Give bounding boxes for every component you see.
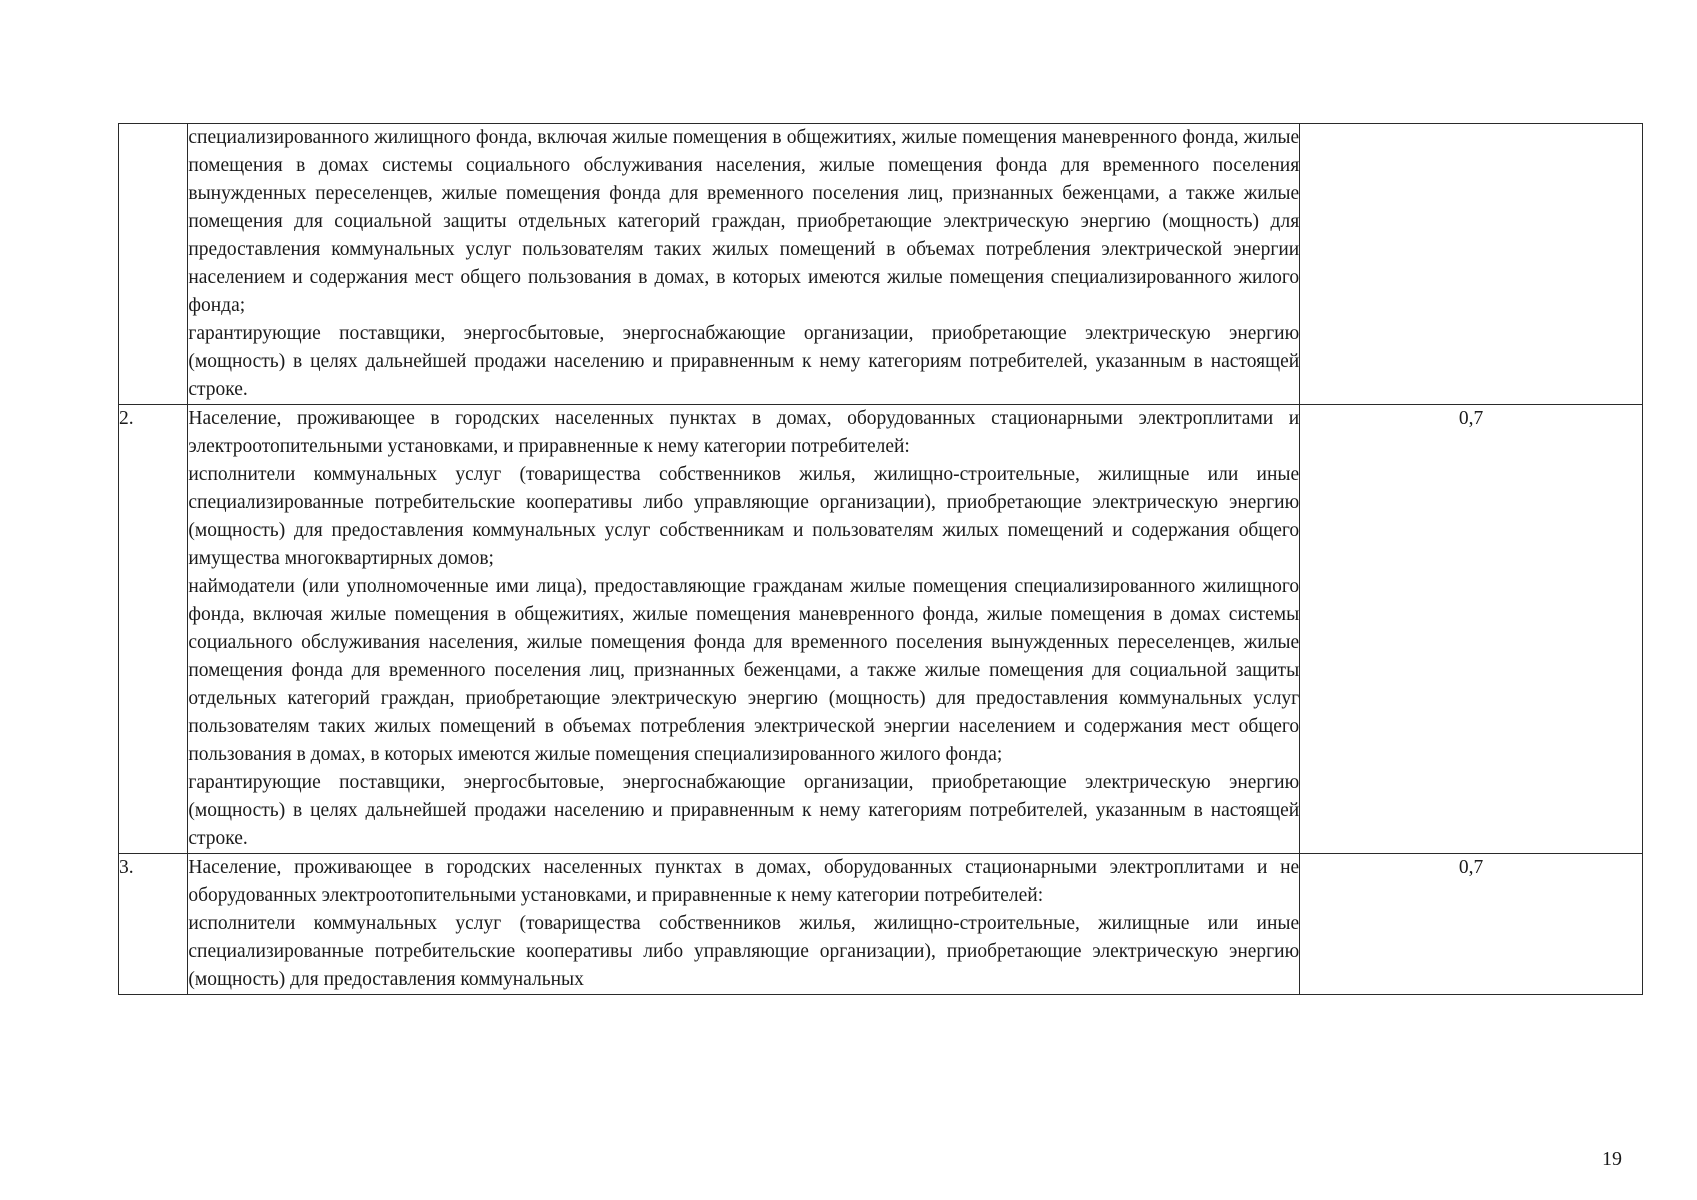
- consumer-category-cell: [188, 405, 1300, 854]
- category-paragraph: исполнители коммунальных услуг (товарищества собственников жилья, жилищно-строительные, жилищные или иные специализированные потребительские кооперативы либо управляющие организации), приобретающие электрическую энергию (мощность) для предоставления коммунальных услуг собственникам и пользователям жилых помещений и содержания общего имущества многоквартирных домов;: [188, 464, 1300, 569]
- category-paragraph: гарантирующие поставщики, энергосбытовые, энергоснабжающие организации, приобретающие электрическую энергию (мощность) в целях дальнейшей продажи населению и приравненным к нему категориям потребителей, указанным в настоящей строке.: [188, 323, 1300, 400]
- coefficient-value-cell: [1300, 124, 1643, 405]
- row-number-cell: 3.: [119, 854, 188, 995]
- table-row: [119, 124, 1643, 405]
- consumer-category-cell: [188, 854, 1300, 995]
- table-row: [119, 854, 1643, 995]
- page-number: 19: [1602, 1148, 1622, 1170]
- category-paragraph: гарантирующие поставщики, энергосбытовые, энергоснабжающие организации, приобретающие электрическую энергию (мощность) в целях дальнейшей продажи населению и приравненным к нему категориям потребителей, указанным в настоящей строке.: [188, 772, 1300, 849]
- row-number-cell: 2.: [119, 405, 188, 854]
- tariff-coefficient-table: [118, 123, 1643, 995]
- category-paragraph: наймодатели (или уполномоченные ими лица), предоставляющие гражданам жилые помещения специализированного жилищного фонда, включая жилые помещения в общежитиях, жилые помещения маневренного фонда, жилые помещения в домах системы социального обслуживания населения, жилые помещения фонда для временного поселения вынужденных переселенцев, жилые помещения фонда для временного поселения лиц, признанных беженцами, а также жилые помещения для социальной защиты отдельных категорий граждан, приобретающие электрическую энергию (мощность) для предоставления коммунальных услуг пользователям таких жилых помещений в объемах потребления электрической энергии населением и содержания мест общего пользования в домах, в которых имеются жилые помещения специализированного жилого фонда;: [188, 576, 1300, 765]
- table-row: [119, 405, 1643, 854]
- coefficient-value-cell: 0,7: [1300, 854, 1643, 995]
- consumer-category-cell: [188, 124, 1300, 405]
- category-paragraph: Население, проживающее в городских населенных пунктах в домах, оборудованных стационарными электроплитами и не оборудованных электроотопительными установками, и приравненные к нему категории потребителей:: [188, 857, 1300, 906]
- table-body: [119, 124, 1643, 995]
- coefficient-value-cell: 0,7: [1300, 405, 1643, 854]
- category-paragraph: исполнители коммунальных услуг (товарищества собственников жилья, жилищно-строительные, жилищные или иные специализированные потребительские кооперативы либо управляющие организации), приобретающие электрическую энергию (мощность) для предоставления коммунальных: [188, 913, 1300, 990]
- row-number-cell: [119, 124, 188, 405]
- category-paragraph: Население, проживающее в городских населенных пунктах в домах, оборудованных стационарными электроплитами и электроотопительными установками, и приравненные к нему категории потребителей:: [188, 408, 1300, 457]
- category-paragraph: специализированного жилищного фонда, включая жилые помещения в общежитиях, жилые помещения маневренного фонда, жилые помещения в домах системы социального обслуживания населения, жилые помещения фонда для временного поселения вынужденных переселенцев, жилые помещения фонда для временного поселения лиц, признанных беженцами, а также жилые помещения для социальной защиты отдельных категорий граждан, приобретающие электрическую энергию (мощность) для предоставления коммунальных услуг пользователям таких жилых помещений в объемах потребления электрической энергии населением и содержания мест общего пользования в домах, в которых имеются жилые помещения специализированного жилого фонда;: [188, 127, 1300, 316]
